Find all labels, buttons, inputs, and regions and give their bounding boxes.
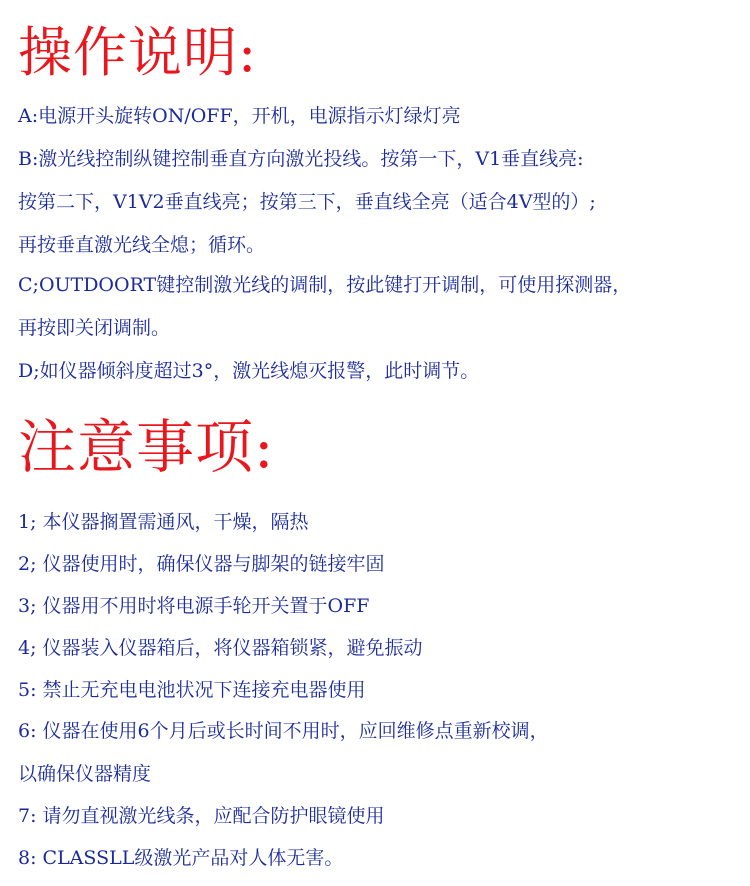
operation-line-c-cont: 再按即关闭调制。 (18, 317, 171, 339)
precautions-heading: 注意事项: (18, 413, 275, 481)
precaution-item-6-cont: 以确保仪器精度 (18, 763, 152, 785)
precaution-item-6: 6: 仪器在使用6个月后或长时间不用时，应回维修点重新校调， (18, 720, 549, 742)
precaution-item-3: 3; 仪器用不用时将电源手轮开关置于OFF (18, 595, 370, 617)
operation-instructions-heading: 操作说明: (18, 21, 258, 84)
precaution-item-4: 4; 仪器装入仪器箱后，将仪器箱锁紧，避免振动 (18, 637, 423, 659)
operation-line-b: B:激光线控制纵键控制垂直方向激光投线。按第一下，V1垂直线亮: (18, 148, 584, 170)
precaution-item-5: 5: 禁止无充电电池状况下连接充电器使用 (18, 679, 366, 701)
operation-line-b-cont-2: 再按垂直激光线全熄；循环。 (18, 234, 266, 256)
operation-line-b-cont-1: 按第二下，V1V2垂直线亮；按第三下，垂直线全亮（适合4V型的）; (18, 191, 596, 213)
precaution-item-1: 1; 本仪器搁置需通风，干燥，隔热 (18, 511, 309, 533)
operation-line-a: A:电源开头旋转ON/OFF，开机，电源指示灯绿灯亮 (18, 105, 461, 127)
operation-line-c: C;OUTDOORT键控制激光线的调制，按此键打开调制，可使用探测器， (18, 274, 632, 296)
precaution-item-2: 2; 仪器使用时，确保仪器与脚架的链接牢固 (18, 553, 385, 575)
precaution-item-8: 8: CLASSLL级激光产品对人体无害。 (18, 847, 344, 869)
operation-line-d: D;如仪器倾斜度超过3°，激光线熄灭报警，此时调节。 (18, 360, 480, 382)
precaution-item-7: 7: 请勿直视激光线条，应配合防护眼镜使用 (18, 805, 385, 827)
